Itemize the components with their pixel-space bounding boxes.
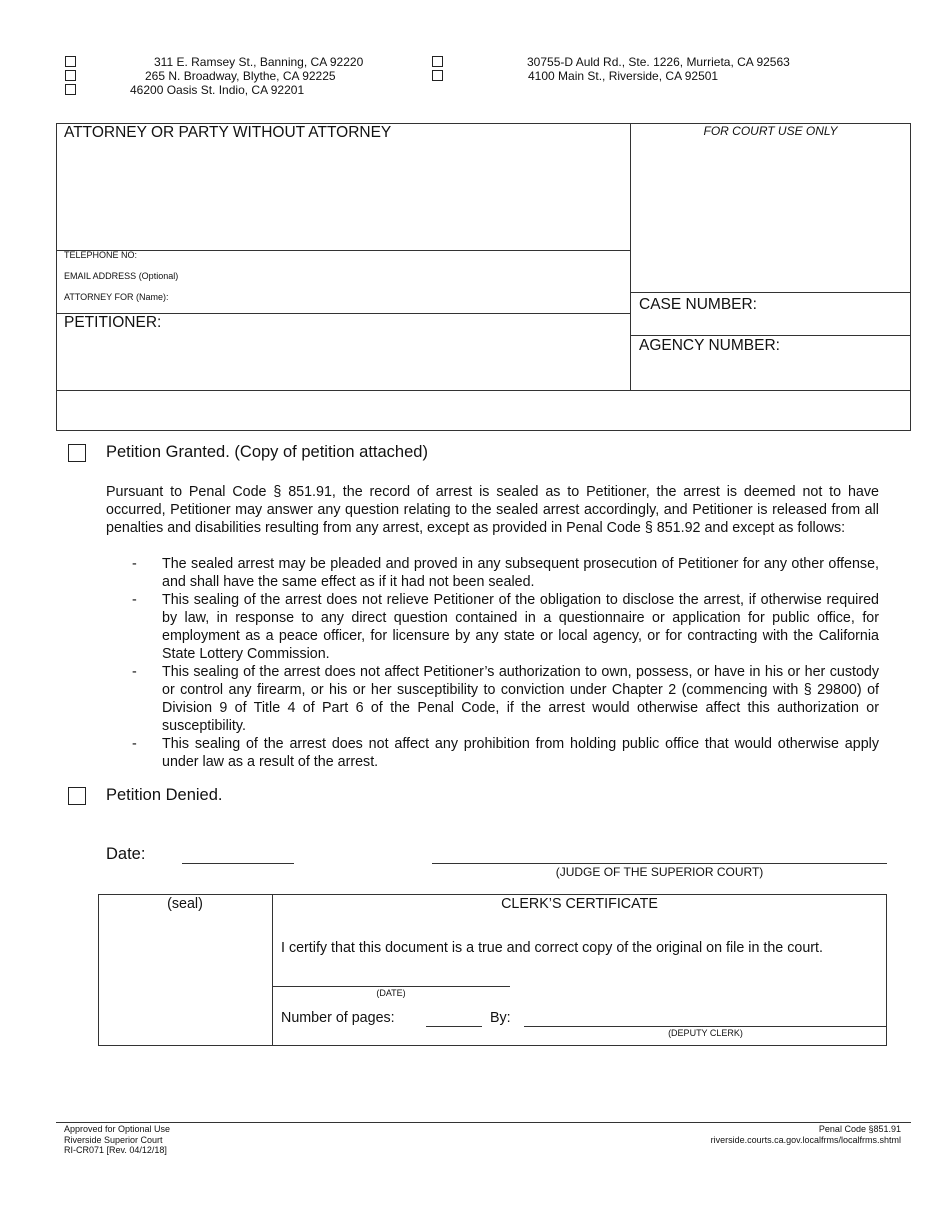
title-row-divider xyxy=(56,390,911,391)
by-label: By: xyxy=(490,1010,511,1026)
list-dash: - xyxy=(132,664,137,680)
exception-text: The sealed arrest may be pleaded and proved in any subsequent prosecution of Petitioner for any other offense, and shall have the same effect as if it had not been sealed. xyxy=(162,556,879,590)
footer-left xyxy=(64,1124,170,1156)
attorney-divider xyxy=(56,250,630,251)
exception-text: This sealing of the arrest does not relieve Petitioner of the obligation to disclose the arrest, if otherwise required by law, in response to any direct question contained in a questionnaire or application for public office, for employment as a peace officer, for licensure by any state or local agency, or for contracting with the California State Lottery Commission. xyxy=(162,592,879,662)
footer-rule xyxy=(56,1122,911,1123)
clerk-certificate-title: CLERK’S CERTIFICATE xyxy=(501,896,658,912)
petition-denied-checkbox[interactable] xyxy=(68,787,86,805)
list-item xyxy=(132,591,879,663)
number-of-pages-line[interactable] xyxy=(426,1026,482,1027)
court-address-indio: 46200 Oasis St. Indio, CA 92201 xyxy=(130,83,305,97)
court-address-riverside: 4100 Main St., Riverside, CA 92501 xyxy=(528,69,719,83)
footer-court: Riverside Superior Court xyxy=(64,1134,163,1145)
caption-divider xyxy=(630,123,631,390)
number-of-pages-label: Number of pages: xyxy=(281,1010,395,1026)
list-item xyxy=(132,555,879,591)
footer-url[interactable]: riverside.courts.ca.gov.localfrms/localfrms.shtml xyxy=(710,1134,901,1145)
footer-right xyxy=(711,1124,901,1145)
footer-approval: Approved for Optional Use xyxy=(64,1124,171,1134)
petition-granted-label: Petition Granted. (Copy of petition attached) xyxy=(106,443,428,461)
clerk-date-line[interactable] xyxy=(272,986,510,987)
case-number-label: CASE NUMBER: xyxy=(639,296,757,313)
checkbox-riverside[interactable] xyxy=(432,70,443,81)
list-dash: - xyxy=(132,592,137,608)
exceptions-list xyxy=(132,555,879,771)
attorney-title: ATTORNEY OR PARTY WITHOUT ATTORNEY xyxy=(64,124,392,141)
date-line[interactable] xyxy=(182,863,294,864)
footer-penal-code: Penal Code §851.91 xyxy=(818,1124,901,1134)
clerk-date-caption: (DATE) xyxy=(376,988,406,998)
exception-text: This sealing of the arrest does not affect Petitioner’s authorization to own, possess, or have in his or her custody or control any firearm, or his or her susceptibility to conviction under Chapter 2 (commencing with § 29800) of Division 9 of Title 4 of Part 6 of the Penal Code, if the arrest would otherwise affect this authorization or susceptibility. xyxy=(162,664,879,734)
list-item xyxy=(132,663,879,735)
agency-number-divider xyxy=(630,335,911,336)
case-number-divider xyxy=(630,292,911,293)
caption-box xyxy=(56,123,911,431)
checkbox-indio[interactable] xyxy=(65,84,76,95)
court-address-blythe: 265 N. Broadway, Blythe, CA 92225 xyxy=(145,69,336,83)
judge-caption: (JUDGE OF THE SUPERIOR COURT) xyxy=(555,865,764,879)
telephone-label: TELEPHONE NO: xyxy=(64,250,138,260)
court-use-label: FOR COURT USE ONLY xyxy=(703,124,838,138)
checkbox-blythe[interactable] xyxy=(65,70,76,81)
petition-granted-checkbox[interactable] xyxy=(68,444,86,462)
agency-number-label: AGENCY NUMBER: xyxy=(639,337,780,354)
seal-label: (seal) xyxy=(167,896,203,912)
sealing-order-text: Pursuant to Penal Code § 851.91, the record of arrest is sealed as to Petitioner, the arrest is deemed not to have occurred, Petitioner may answer any question relating to the sealed arrest accordingly, and Petitioner is released from all penalties and disabilities resulting from any arrest, except as provided in Penal Code § 851.92 and except as follows: xyxy=(106,484,879,536)
attorney-for-label: ATTORNEY FOR (Name): xyxy=(64,292,169,302)
deputy-clerk-caption: (DEPUTY CLERK) xyxy=(668,1028,743,1038)
court-address-banning: 311 E. Ramsey St., Banning, CA 92220 xyxy=(154,55,364,69)
judge-signature-line[interactable] xyxy=(432,863,887,864)
petition-denied-label: Petition Denied. xyxy=(106,786,223,804)
seal-divider xyxy=(272,894,273,1046)
court-address-murrieta: 30755-D Auld Rd., Ste. 1226, Murrieta, CA 92563 xyxy=(527,55,790,69)
date-label: Date: xyxy=(106,845,146,863)
exception-text: This sealing of the arrest does not affect any prohibition from holding public office that would otherwise apply under law as a result of the arrest. xyxy=(162,736,879,770)
list-dash: - xyxy=(132,556,137,572)
certify-text: I certify that this document is a true and correct copy of the original on file in the court. xyxy=(281,940,823,956)
petitioner-label: PETITIONER: xyxy=(64,314,162,331)
footer-form-number: RI-CR071 [Rev. 04/12/18] xyxy=(64,1145,167,1155)
checkbox-murrieta[interactable] xyxy=(432,56,443,67)
email-label: EMAIL ADDRESS (Optional) xyxy=(64,271,179,281)
checkbox-banning[interactable] xyxy=(65,56,76,67)
list-item xyxy=(132,735,879,771)
list-dash: - xyxy=(132,736,137,752)
deputy-clerk-line[interactable] xyxy=(524,1026,887,1027)
